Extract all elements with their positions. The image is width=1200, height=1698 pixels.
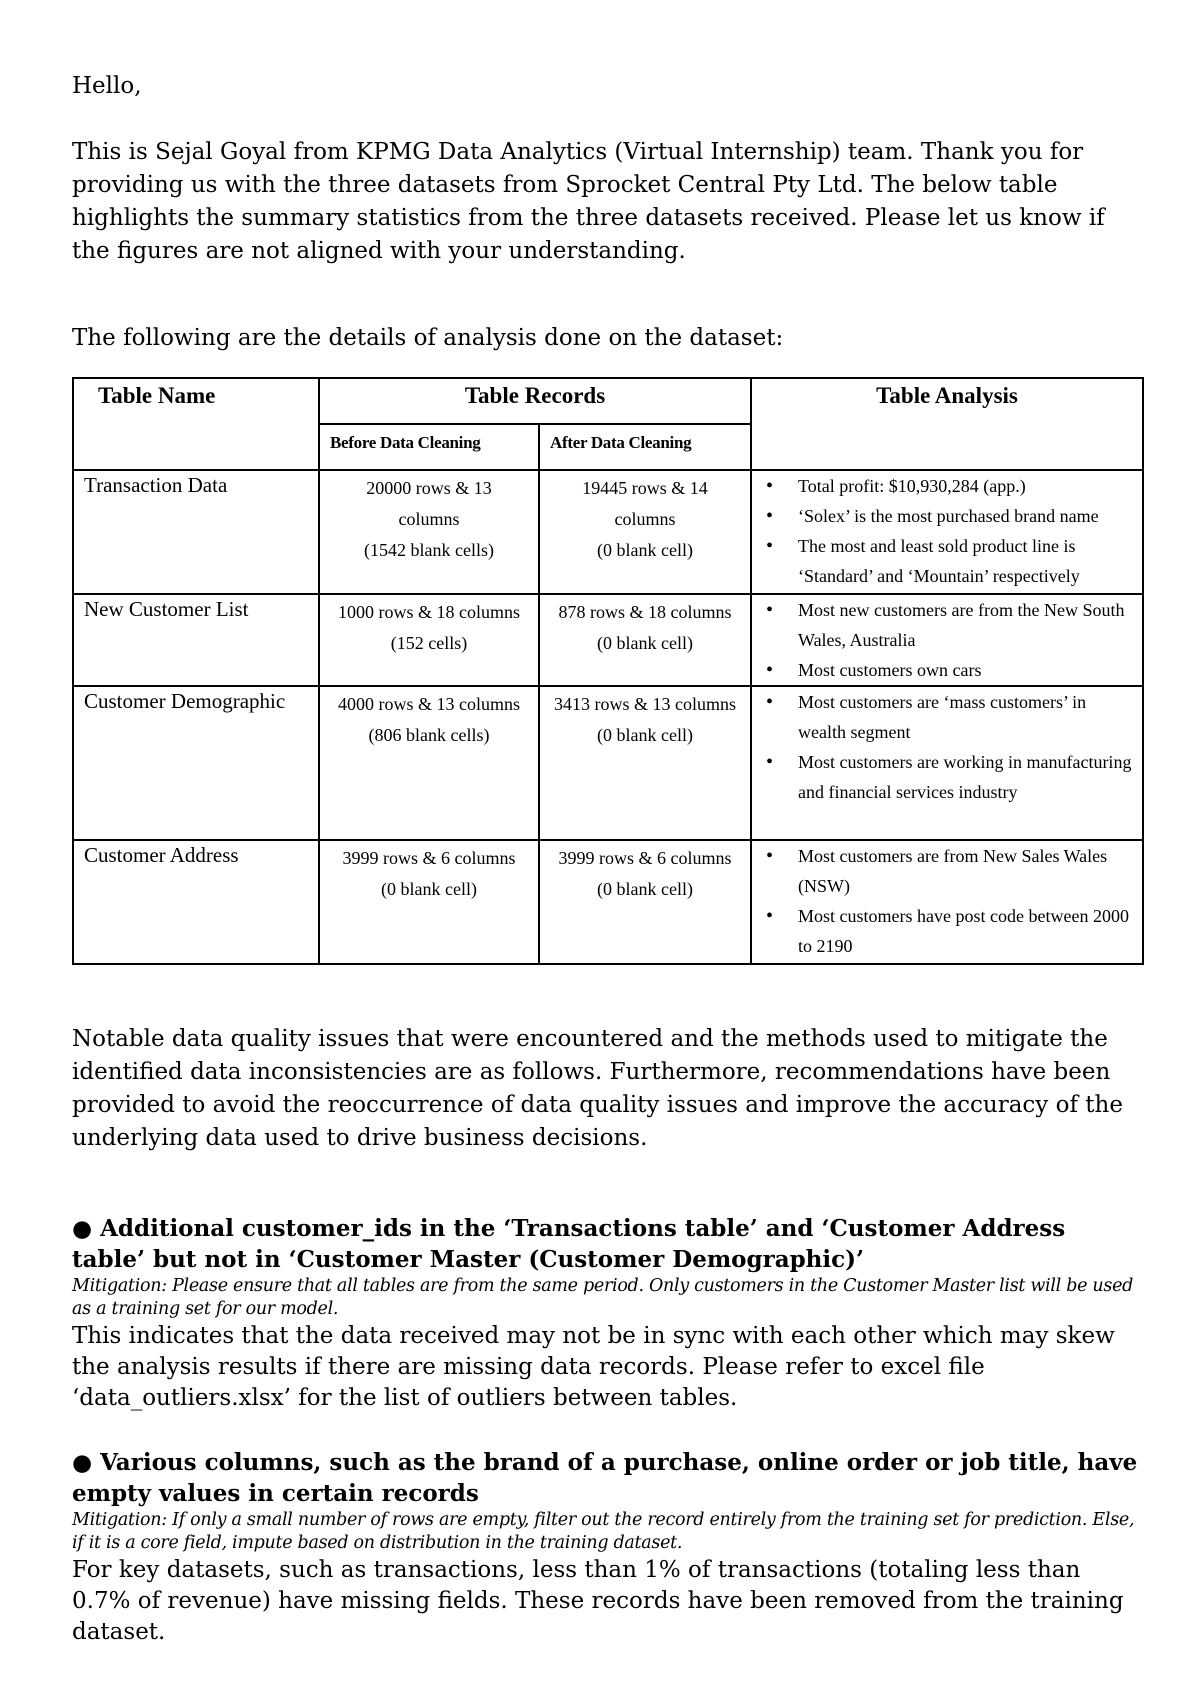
record-line: 878 rows & 18 columns xyxy=(558,602,732,622)
analysis-item: • Total profit: $10,930,284 (app.) xyxy=(762,471,1138,501)
header-table-records: Table Records xyxy=(319,378,751,424)
record-line: (0 blank cell) xyxy=(597,633,693,653)
issue-body: For key datasets, such as transactions, less than 1% of transactions (totaling less than 0.7% of revenue) have missing fields. These records have been removed from the training dataset. xyxy=(72,1557,1124,1645)
table-name-cell: New Customer List xyxy=(73,594,319,686)
analysis-item: • Most new customers are from the New South Wales, Australia xyxy=(762,595,1138,655)
analysis-list xyxy=(762,471,1138,591)
issue-title: ● Additional customer_ids in the ‘Transactions table’ and ‘Customer Address table’ but not in ‘Customer Master (Customer Demographic)’ xyxy=(72,1215,1066,1273)
before-cleaning-cell xyxy=(319,840,539,964)
analysis-item: • ‘Solex’ is the most purchased brand name xyxy=(762,501,1138,531)
header-after-cleaning: After Data Cleaning xyxy=(539,424,751,470)
issue-block xyxy=(72,1213,1142,1414)
record-line: 3999 rows & 6 columns xyxy=(342,848,516,868)
table-row xyxy=(73,840,1143,964)
analysis-list xyxy=(762,841,1138,961)
analysis-item: • Most customers have post code between 2000 to 2190 xyxy=(762,901,1138,961)
after-cleaning-cell xyxy=(539,470,751,594)
issue-title: ● Various columns, such as the brand of a purchase, online order or job title, have empty values in certain records xyxy=(72,1449,1138,1507)
greeting: Hello, xyxy=(72,73,142,99)
analysis-item: • Most customers are working in manufacturing and financial services industry xyxy=(762,747,1138,807)
analysis-list xyxy=(762,595,1138,685)
table-row xyxy=(73,594,1143,686)
summary-table xyxy=(72,377,1144,965)
record-line: (806 blank cells) xyxy=(368,725,490,745)
table-name-cell: Customer Demographic xyxy=(73,686,319,840)
record-line: 19445 rows & 14 xyxy=(582,478,708,498)
before-cleaning-cell xyxy=(319,686,539,840)
header-before-cleaning: Before Data Cleaning xyxy=(319,424,539,470)
after-cleaning-cell xyxy=(539,840,751,964)
table-row xyxy=(73,470,1143,594)
analysis-item: • Most customers own cars xyxy=(762,655,1138,685)
analysis-lead: The following are the details of analysis done on the dataset: xyxy=(72,325,784,351)
header-table-name: Table Name xyxy=(73,378,319,470)
table-name-cell: Customer Address xyxy=(73,840,319,964)
record-line: (0 blank cell) xyxy=(597,879,693,899)
analysis-cell xyxy=(751,686,1143,840)
after-cleaning-cell xyxy=(539,686,751,840)
notable-issues-paragraph: Notable data quality issues that were encountered and the methods used to mitigate the identified data inconsistencies are as follows. Furthermore, recommendations have been provided to avoid the reoccurrence of data quality issues and improve the accuracy of the underlying data used to drive business decisions. xyxy=(72,1026,1123,1151)
record-line: 3413 rows & 13 columns xyxy=(554,694,736,714)
analysis-item: • Most customers are ‘mass customers’ in wealth segment xyxy=(762,687,1138,747)
after-cleaning-cell xyxy=(539,594,751,686)
analysis-item: • Most customers are from New Sales Wales (NSW) xyxy=(762,841,1138,901)
issue-mitigation: Mitigation: Please ensure that all tables are from the same period. Only customers in the Customer Master list will be used as a training set for our model. xyxy=(72,1276,1134,1319)
analysis-list xyxy=(762,687,1138,807)
before-cleaning-cell xyxy=(319,470,539,594)
record-line: 4000 rows & 13 columns xyxy=(338,694,520,714)
record-line: (0 blank cell) xyxy=(597,725,693,745)
record-line: (152 cells) xyxy=(390,633,468,653)
before-cleaning-cell xyxy=(319,594,539,686)
record-line: columns xyxy=(398,509,460,529)
record-line: (0 blank cell) xyxy=(597,540,693,560)
document-page xyxy=(72,70,1142,1681)
record-line: 20000 rows & 13 xyxy=(366,478,492,498)
record-line: (1542 blank cells) xyxy=(364,540,494,560)
issue-mitigation: Mitigation: If only a small number of rows are empty, filter out the record entirely from the training set for prediction. Else, if it is a core field, impute based on distribution in the training dataset. xyxy=(72,1510,1135,1553)
table-row xyxy=(73,686,1143,840)
record-line: 1000 rows & 18 columns xyxy=(338,602,520,622)
analysis-cell xyxy=(751,470,1143,594)
record-line: (0 blank cell) xyxy=(381,879,477,899)
record-line: columns xyxy=(614,509,676,529)
analysis-cell xyxy=(751,840,1143,964)
record-line: 3999 rows & 6 columns xyxy=(558,848,732,868)
issue-block xyxy=(72,1447,1142,1648)
header-table-analysis: Table Analysis xyxy=(751,378,1143,470)
intro-paragraph: This is Sejal Goyal from KPMG Data Analytics (Virtual Internship) team. Thank you for providing us with the three datasets from Sprocket Central Pty Ltd. The below table highlights the summary statistics from the three datasets received. Please let us know if the figures are not aligned with your understanding. xyxy=(72,139,1105,264)
analysis-cell xyxy=(751,594,1143,686)
analysis-item: • The most and least sold product line is ‘Standard’ and ‘Mountain’ respectively xyxy=(762,531,1138,591)
table-name-cell: Transaction Data xyxy=(73,470,319,594)
issue-body: This indicates that the data received may not be in sync with each other which may skew the analysis results if there are missing data records. Please refer to excel file ‘data_outliers.xlsx’ for the list of outliers between tables. xyxy=(72,1323,1115,1411)
